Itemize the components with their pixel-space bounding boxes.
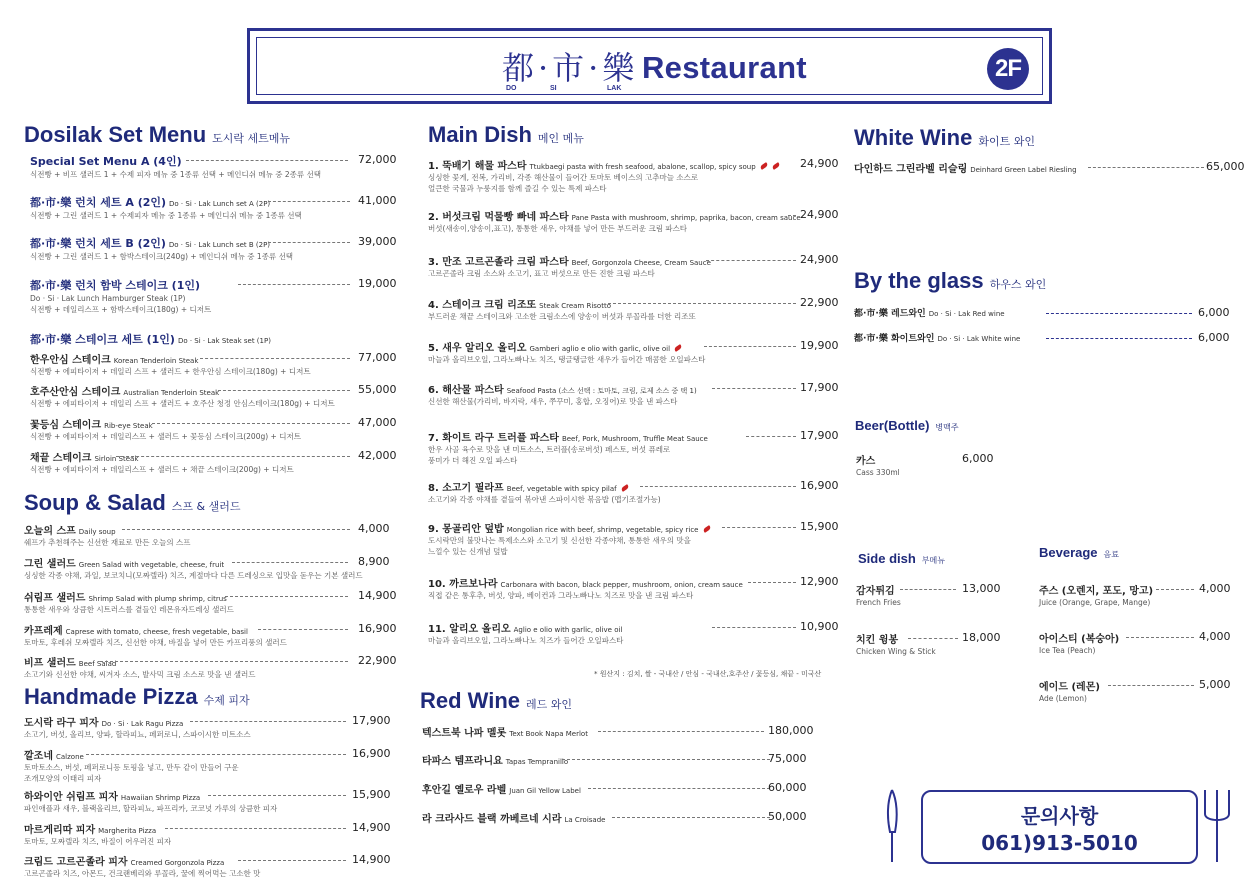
leader-dots bbox=[1156, 589, 1194, 590]
item-desc: 파인애플과 새우, 블랙올리브, 할라피뇨, 파프리카, 코코넛 가루의 상큼한 피자 bbox=[24, 804, 278, 813]
leader-dots bbox=[1088, 167, 1204, 168]
item-desc: Juice (Orange, Grape, Mange) bbox=[1039, 598, 1151, 607]
red-wine-title: Red Wine 레드 와인 bbox=[420, 688, 573, 713]
item-desc: 식전빵 + 그린 샐러드 1 + 수제피자 메뉴 중 1종류 + 메인디쉬 메뉴 중 1종류 선택 bbox=[30, 211, 302, 220]
item-name-text: 하와이안 쉬림프 피자 bbox=[24, 792, 118, 803]
menu-item bbox=[30, 416, 301, 442]
item-price: 47,000 bbox=[358, 416, 397, 429]
restaurant-header bbox=[247, 28, 1052, 104]
leader-dots bbox=[1046, 338, 1192, 339]
item-desc: 통통한 새우와 상큼한 시트러스를 곁들인 레몬유자드레싱 샐러드 bbox=[24, 605, 234, 614]
leader-dots bbox=[268, 201, 350, 202]
item-price: 24,900 bbox=[800, 157, 839, 170]
leader-dots bbox=[225, 596, 348, 597]
item-name bbox=[428, 429, 708, 444]
fork-icon bbox=[1200, 788, 1234, 864]
item-desc: 식전빵 + 에피타이저 + 데일리스프 + 샐러드 + 꽃등심 스테이크(200g) + 디저트 bbox=[30, 432, 301, 441]
item-price: 18,000 bbox=[962, 631, 1001, 644]
logo-sub-do: DO bbox=[506, 85, 517, 92]
leader-dots bbox=[122, 529, 350, 530]
logo-hanja: 都·市·樂 bbox=[502, 49, 639, 87]
chili-pepper-icon bbox=[674, 344, 683, 352]
leader-dots bbox=[712, 388, 796, 389]
item-name: 에이드 (레몬) bbox=[1039, 682, 1100, 693]
item-name bbox=[428, 157, 780, 172]
item-name-text: 都·市·樂 런치 세트 A (2인) bbox=[30, 196, 167, 209]
menu-item bbox=[428, 253, 711, 279]
item-price: 16,900 bbox=[800, 479, 839, 492]
menu-item bbox=[1039, 630, 1119, 656]
item-name-text: 오늘의 스프 bbox=[24, 526, 76, 537]
leader-dots bbox=[588, 788, 770, 789]
menu-item bbox=[24, 853, 260, 879]
menu-item bbox=[30, 277, 211, 315]
item-desc: French Fries bbox=[856, 598, 901, 607]
menu-item bbox=[24, 622, 287, 648]
item-name bbox=[854, 160, 1077, 175]
item-price: 12,900 bbox=[800, 575, 839, 588]
item-desc: Ade (Lemon) bbox=[1039, 694, 1087, 703]
menu-item bbox=[422, 810, 605, 825]
item-name-text: 그린 샐러드 bbox=[24, 559, 76, 570]
item-price: 15,900 bbox=[800, 520, 839, 533]
item-desc: Do · Si · Lak Lunch Hamburger Steak (1P) bbox=[30, 294, 186, 303]
menu-item bbox=[422, 752, 568, 767]
item-name bbox=[422, 752, 568, 767]
item-price: 10,900 bbox=[800, 620, 839, 633]
item-name-text: 4. 스테이크 크림 리조또 bbox=[428, 300, 537, 311]
item-desc: 토마토, 후레쉬 모짜렐라 치즈, 신선한 야채, 바질을 넣어 만든 카프리풍의 샐러드 bbox=[24, 638, 287, 647]
menu-item bbox=[428, 157, 780, 194]
menu-item bbox=[428, 296, 696, 322]
item-name-text: 都·市·樂 런치 세트 B (2인) bbox=[30, 237, 166, 250]
leader-dots bbox=[268, 242, 350, 243]
item-desc: 소고기와 신선한 야채, 씨겨자 소스, 발사믹 크림 소스로 맛을 낸 샐러드 bbox=[24, 670, 256, 679]
menu-item bbox=[24, 714, 251, 740]
item-price: 77,000 bbox=[358, 351, 397, 364]
item-name-en: Green Salad with vegetable, cheese, fruit bbox=[78, 561, 225, 569]
chili-pepper-icon bbox=[759, 162, 768, 170]
menu-item bbox=[30, 153, 321, 180]
item-name bbox=[30, 331, 271, 347]
item-name-en: Shrimp Salad with plump shrimp, citrus bbox=[88, 595, 227, 603]
menu-item bbox=[24, 654, 255, 680]
leader-dots bbox=[116, 456, 350, 457]
item-name-text: Special Set Menu A (4인) bbox=[30, 155, 182, 168]
item-desc: 식전빵 + 에피타이저 + 데일리 스프 + 샐러드 + 한우안심 스테이크(180g) + 디저트 bbox=[30, 367, 311, 376]
item-name-text: 5. 새우 알리오 올리오 bbox=[428, 343, 527, 354]
item-name-en: Calzone bbox=[55, 753, 84, 761]
item-price: 55,000 bbox=[358, 383, 397, 396]
item-name-en: Sirloin Steak bbox=[94, 455, 139, 463]
item-name-en: Ttukbaegi pasta with fresh seafood, abalone, scallop, spicy soup bbox=[529, 163, 756, 171]
item-name: 치킨 윙봉 bbox=[856, 635, 899, 646]
menu-item bbox=[856, 452, 900, 478]
menu-item bbox=[428, 575, 743, 601]
menu-item bbox=[30, 331, 271, 347]
leader-dots bbox=[1046, 313, 1192, 314]
item-desc: 토마토, 모짜렐라 치즈, 바질이 어우러진 피자 bbox=[24, 837, 172, 846]
item-name-text: 8. 소고기 필라프 bbox=[428, 483, 504, 494]
logo-sub-si: SI bbox=[550, 85, 557, 92]
leader-dots bbox=[218, 390, 350, 391]
white-wine-title: White Wine 화이트 와인 bbox=[854, 125, 1035, 150]
item-name-en: Carbonara with bacon, black pepper, mushroom, onion, cream sauce bbox=[500, 581, 743, 589]
leader-dots bbox=[258, 629, 348, 630]
leader-dots bbox=[232, 562, 348, 563]
item-name-en: Do · Si · Lak White wine bbox=[937, 335, 1021, 343]
leader-dots bbox=[640, 486, 796, 487]
item-name bbox=[422, 781, 581, 796]
menu-item bbox=[30, 449, 294, 475]
item-name-text: 7. 화이트 라구 트러플 파스타 bbox=[428, 433, 559, 444]
leader-dots bbox=[746, 436, 796, 437]
menu-item bbox=[428, 479, 661, 505]
item-name-text: 都·市·樂 화이트와인 bbox=[854, 334, 935, 344]
item-name-text: 도시락 라구 피자 bbox=[24, 718, 99, 729]
set-menu-title: Dosilak Set Menu 도시락 세트메뉴 bbox=[24, 122, 291, 147]
menu-item bbox=[854, 160, 1077, 175]
item-price: 24,900 bbox=[800, 253, 839, 266]
menu-item bbox=[854, 306, 1005, 319]
item-name bbox=[854, 306, 1005, 319]
floor-badge: 2F bbox=[987, 48, 1029, 90]
item-name-text: 마르게리따 피자 bbox=[24, 825, 96, 836]
item-name bbox=[428, 339, 705, 354]
side-title: Side dish 부메뉴 bbox=[858, 551, 945, 566]
item-desc: 식전빵 + 그린 샐러드 1 + 함박스테이크(240g) + 메인디쉬 메뉴 중 1종류 선택 bbox=[30, 252, 294, 261]
item-name-text: 都·市·樂 스테이크 세트 (1인) bbox=[30, 333, 175, 346]
item-desc: 식전빵 + 비프 샐러드 1 + 수제 피자 메뉴 중 1종류 선택 + 메인디쉬 메뉴 중 2종류 선택 bbox=[30, 170, 322, 179]
leader-dots bbox=[152, 423, 350, 424]
item-name-en: Caprese with tomato, cheese, fresh vegetable, basil bbox=[65, 628, 248, 636]
item-name-text: 10. 까르보나라 bbox=[428, 579, 498, 590]
item-price: 4,000 bbox=[1199, 582, 1231, 595]
item-name-text: 비프 샐러드 bbox=[24, 658, 76, 669]
item-desc: 소고기, 버섯, 올리브, 양파, 할라피뇨, 페퍼로니, 스파이시한 미트소스 bbox=[24, 730, 251, 739]
leader-dots bbox=[722, 527, 796, 528]
menu-item bbox=[24, 821, 171, 847]
chili-pepper-icon bbox=[771, 162, 780, 170]
item-name-en: Gamberi aglio e olio with garlic, olive oil bbox=[529, 345, 671, 353]
item-desc: Chicken Wing & Stick bbox=[856, 647, 936, 656]
item-price: 39,000 bbox=[358, 235, 397, 248]
item-name-en: Mongolian rice with beef, shrimp, vegetable, spicy rice bbox=[506, 526, 699, 534]
item-name-en: Text Book Napa Merlot bbox=[509, 730, 588, 738]
leader-dots bbox=[900, 589, 956, 590]
menu-item bbox=[422, 781, 581, 796]
item-name-text: 6. 해산물 파스타 bbox=[428, 385, 504, 396]
item-name bbox=[428, 208, 801, 223]
item-name bbox=[854, 331, 1020, 344]
item-desc-2: 느낄수 있는 신개념 덮밥 bbox=[428, 547, 508, 556]
menu-item bbox=[854, 331, 1020, 344]
item-price: 41,000 bbox=[358, 194, 397, 207]
item-name-text: 9. 몽골리안 덮밥 bbox=[428, 524, 504, 535]
leader-dots bbox=[748, 582, 796, 583]
item-price: 4,000 bbox=[1199, 630, 1231, 643]
item-desc: 신선한 해산물(가리비, 바지락, 새우, 쭈꾸미, 홍합, 오징어)로 맛을 낸 파스타 bbox=[428, 397, 678, 406]
item-desc: 직접 같은 통후추, 버섯, 양파, 베이컨과 그라노빠나노 치즈로 맛을 낸 크림 파스타 bbox=[428, 591, 694, 600]
item-name-en: Australian Tenderloin Steak bbox=[123, 389, 220, 397]
item-price: 50,000 bbox=[768, 810, 807, 823]
item-name bbox=[428, 479, 661, 494]
item-desc: 식전빵 + 에피타이저 + 데일리스프 + 샐러드 + 채끝 스테이크(200g) + 디저트 bbox=[30, 465, 294, 474]
item-name bbox=[422, 810, 605, 825]
item-desc: 싱싱한 꽃게, 전복, 가리비, 각종 해산물이 들어간 토마토 베이스의 고추마늘 소스로 bbox=[428, 173, 699, 182]
leader-dots bbox=[190, 721, 346, 722]
item-price: 13,000 bbox=[962, 582, 1001, 595]
item-desc: 버섯(새송이,양송이,표고), 통통한 새우, 야채를 넣어 만든 부드러운 크림 파스타 bbox=[428, 224, 688, 233]
item-name-en: Do · Si · Lak Red wine bbox=[928, 310, 1005, 318]
item-desc-2: 풍미가 더 해진 오일 파스타 bbox=[428, 456, 518, 465]
item-price: 16,900 bbox=[352, 747, 391, 760]
item-name-en: Pane Pasta with mushroom, shrimp, paprika, bacon, cream sauce bbox=[571, 214, 801, 222]
item-name-en: Korean Tenderloin Steak bbox=[113, 357, 199, 365]
item-price: 72,000 bbox=[358, 153, 397, 166]
leader-dots bbox=[562, 759, 770, 760]
item-price: 22,900 bbox=[358, 654, 397, 667]
item-name-en: Beef Salad bbox=[78, 660, 117, 668]
item-name-text: 호주산안심 스테이크 bbox=[30, 387, 121, 398]
contact-label: 문의사항 bbox=[1020, 804, 1099, 828]
item-name-text: 라 크라사드 블랙 까베르네 시라 bbox=[422, 814, 562, 825]
item-name-text: 후안길 옐로우 라벨 bbox=[422, 785, 507, 796]
item-name-en: Beef, Gorgonzola Cheese, Cream Sauce bbox=[571, 259, 711, 267]
item-price: 4,000 bbox=[358, 522, 390, 535]
item-name-en: Do · Si · Lak Lunch set B (2P) bbox=[168, 241, 271, 249]
leader-dots bbox=[100, 661, 348, 662]
leader-dots bbox=[598, 731, 764, 732]
item-name-en: Margherita Pizza bbox=[98, 827, 157, 835]
soup-salad-title: Soup & Salad 스프 & 샐러드 bbox=[24, 490, 241, 515]
knife-icon bbox=[884, 788, 906, 864]
item-price: 75,000 bbox=[768, 752, 807, 765]
leader-dots bbox=[200, 358, 350, 359]
item-price: 180,000 bbox=[768, 724, 814, 737]
item-price: 19,900 bbox=[800, 339, 839, 352]
item-price: 17,900 bbox=[800, 381, 839, 394]
item-name bbox=[428, 520, 711, 535]
item-name-en: Tapas Tempranillo bbox=[505, 758, 569, 766]
item-name-text: 깔조네 bbox=[24, 751, 53, 762]
item-desc-2: 조개모양의 이태리 피자 bbox=[24, 774, 102, 783]
menu-item bbox=[428, 520, 711, 557]
item-price: 6,000 bbox=[1198, 331, 1230, 344]
item-name-text: 3. 만조 고르곤졸라 크림 파스타 bbox=[428, 257, 569, 268]
item-name bbox=[24, 589, 234, 604]
menu-item bbox=[24, 555, 363, 581]
item-name-text: 한우안심 스테이크 bbox=[30, 355, 111, 366]
logo-restaurant: Restaurant bbox=[642, 50, 807, 85]
leader-dots bbox=[706, 260, 796, 261]
menu-item bbox=[30, 194, 302, 221]
item-price: 60,000 bbox=[768, 781, 807, 794]
item-name-en: Do · Si · Lak Steak set (1P) bbox=[177, 337, 271, 345]
item-name bbox=[422, 724, 588, 739]
item-price: 14,900 bbox=[358, 589, 397, 602]
item-price: 15,900 bbox=[352, 788, 391, 801]
item-price: 42,000 bbox=[358, 449, 397, 462]
item-name bbox=[30, 153, 321, 169]
item-name-en: Do · Si · Lak Lunch set A (2P) bbox=[169, 200, 271, 208]
beverage-title: Beverage 음료 bbox=[1039, 545, 1120, 560]
item-desc: 고르곤졸라 치즈, 아몬드, 건크랜베리와 루꼴라, 꿀에 찍어먹는 고소한 맛 bbox=[24, 869, 261, 878]
item-price: 19,000 bbox=[358, 277, 397, 290]
item-name: 아이스티 (복숭아) bbox=[1039, 634, 1120, 645]
menu-item bbox=[428, 429, 708, 466]
leader-dots bbox=[1126, 637, 1194, 638]
item-name-text: 都·市·樂 런치 함박 스테이크 (1인) bbox=[30, 279, 201, 292]
item-name bbox=[24, 821, 171, 836]
logo-sub-lak: LAK bbox=[607, 85, 622, 92]
item-name-text: 텍스트북 나파 멜롯 bbox=[422, 728, 507, 739]
item-name bbox=[24, 622, 287, 637]
item-name-text: 2. 버섯크림 먹물빵 빠네 파스타 bbox=[428, 212, 569, 223]
menu-item bbox=[428, 620, 623, 646]
item-name-text: 쉬림프 샐러드 bbox=[24, 593, 86, 604]
item-desc: 마늘과 올리브오일, 그라노빠나노 치즈, 탱글탱글한 새우가 들어간 매콤한 오일파스타 bbox=[428, 355, 706, 364]
item-name-en: Beef, vegetable with spicy pilaf bbox=[506, 485, 617, 493]
leader-dots bbox=[86, 754, 346, 755]
item-name-text: 11. 알리오 올리오 bbox=[428, 624, 511, 635]
item-name-en: Hawaiian Shrimp Pizza bbox=[120, 794, 201, 802]
item-name-en: La Croisade bbox=[564, 816, 606, 824]
item-price: 8,900 bbox=[358, 555, 390, 568]
chili-pepper-icon bbox=[702, 525, 711, 533]
item-price: 17,900 bbox=[352, 714, 391, 727]
item-price: 24,900 bbox=[800, 208, 839, 221]
item-name bbox=[428, 620, 623, 635]
leader-dots bbox=[704, 346, 796, 347]
leader-dots bbox=[208, 795, 346, 796]
item-name bbox=[30, 277, 211, 293]
item-desc: 한우 사골 육수로 맛을 낸 미트소스, 트러플(송로버섯) 페스토, 버섯 퓨레로 bbox=[428, 445, 671, 454]
leader-dots bbox=[165, 828, 346, 829]
item-name-en: Rib-eye Steak bbox=[104, 422, 153, 430]
item-name-text: 채끝 스테이크 bbox=[30, 453, 92, 464]
item-name bbox=[30, 235, 293, 251]
item-price: 22,900 bbox=[800, 296, 839, 309]
item-desc: 마늘과 올리브오일, 그라노빠나노 치즈가 들어간 오일파스타 bbox=[428, 636, 624, 645]
item-name bbox=[428, 381, 697, 396]
item-desc: 고르곤졸라 크림 소스와 소고기, 표고 버섯으로 만든 진한 크림 파스타 bbox=[428, 269, 655, 278]
leader-dots bbox=[788, 215, 796, 216]
leader-dots bbox=[608, 303, 796, 304]
item-name-en: Do · Si · Lak Ragu Pizza bbox=[101, 720, 184, 728]
item-name bbox=[428, 253, 711, 268]
leader-dots bbox=[908, 638, 958, 639]
menu-item bbox=[1039, 582, 1153, 608]
item-desc: 토마토소스, 버섯, 페퍼로니등 토핑을 넣고, 만두 같이 만들어 구운 bbox=[24, 763, 239, 772]
menu-item bbox=[428, 339, 705, 365]
item-name-text: 다인하드 그린라벨 리슬링 bbox=[854, 164, 968, 175]
item-desc: 소고기와 각종 야채를 곁들여 볶아낸 스파이시한 볶음밥 (맵기조절가능) bbox=[428, 495, 661, 504]
menu-item bbox=[24, 747, 239, 784]
origin-note: * 원산지 : 김치, 쌀 - 국내산 / 안심 - 국내산,호주산 / 꽃등심, 채끝 - 미국산 bbox=[594, 670, 822, 678]
menu-item bbox=[428, 208, 801, 234]
menu-item bbox=[856, 582, 901, 608]
item-price: 65,000 bbox=[1206, 160, 1245, 173]
menu-item bbox=[30, 235, 293, 262]
leader-dots bbox=[238, 284, 350, 285]
leader-dots bbox=[612, 817, 770, 818]
menu-item bbox=[30, 351, 311, 377]
item-desc: 식전빵 + 에피타이저 + 데일리 스프 + 샐러드 + 호주산 청정 안심스테이크(180g) + 디저트 bbox=[30, 399, 335, 408]
pizza-title: Handmade Pizza 수제 피자 bbox=[24, 684, 250, 709]
item-name-text: 都·市·樂 레드와인 bbox=[854, 309, 926, 319]
item-price: 14,900 bbox=[352, 821, 391, 834]
item-desc-2: 식전빵 + 데일리스프 + 함박스테이크(180g) + 디저트 bbox=[30, 305, 212, 314]
item-name-en: Daily soup bbox=[78, 528, 116, 536]
item-name-text: 타파스 템프라니요 bbox=[422, 756, 503, 767]
menu-item bbox=[422, 724, 588, 739]
leader-dots bbox=[186, 160, 348, 161]
by-glass-title: By the glass 하우스 와인 bbox=[854, 268, 1047, 293]
item-desc: 쉐프가 추천해주는 신선한 재료로 만든 오늘의 스프 bbox=[24, 538, 191, 547]
item-price: 6,000 bbox=[962, 452, 994, 465]
leader-dots bbox=[238, 860, 346, 861]
item-name-en: Seafood Pasta (소스 선택 : 토마토, 크림, 로제 소스 중 택 1) bbox=[506, 387, 697, 395]
item-name-en: Aglio e olio with garlic, olive oil bbox=[513, 626, 623, 634]
menu-item bbox=[428, 381, 697, 407]
item-desc: Ice Tea (Peach) bbox=[1039, 646, 1096, 655]
contact-phone: 061)913-5010 bbox=[981, 831, 1138, 855]
beer-title: Beer(Bottle) 병맥주 bbox=[855, 418, 959, 433]
main-dish-title: Main Dish 메인 메뉴 bbox=[428, 122, 584, 147]
item-desc: 부드러운 채끝 스테이크와 고소한 크림소스에 양송이 버섯과 루꼴라를 더한 리조또 bbox=[428, 312, 696, 321]
contact-box bbox=[921, 790, 1198, 864]
item-price: 14,900 bbox=[352, 853, 391, 866]
item-name-text: 꽃등심 스테이크 bbox=[30, 420, 102, 431]
item-desc: 싱싱한 각종 야채, 과일, 보코치니(모짜렐라) 치즈, 계절마다 다른 드레싱으로 입맛을 돋우는 기본 샐러드 bbox=[24, 571, 363, 580]
item-name-en: Beef, Pork, Mushroom, Truffle Meat Sauce bbox=[561, 435, 708, 443]
item-name: 주스 (오렌지, 포도, 망고) bbox=[1039, 586, 1154, 597]
item-name bbox=[30, 194, 302, 210]
item-name-en: Creamed Gorgonzola Pizza bbox=[130, 859, 225, 867]
item-name bbox=[24, 853, 260, 868]
item-desc: 도시락만의 불맛나는 특제소스와 소고기 및 신선한 각종야채, 통통한 새우의 맛을 bbox=[428, 536, 691, 545]
menu-item bbox=[24, 589, 234, 615]
menu-item bbox=[30, 383, 335, 409]
item-name-text: 1. 뚝배기 해물 파스타 bbox=[428, 161, 527, 172]
item-name bbox=[428, 575, 743, 590]
menu-item bbox=[856, 631, 936, 657]
leader-dots bbox=[712, 627, 796, 628]
item-desc: Cass 330ml bbox=[856, 468, 900, 477]
item-price: 5,000 bbox=[1199, 678, 1231, 691]
item-name-en: Deinhard Green Label Riesling bbox=[970, 166, 1077, 174]
item-desc-2: 얼큰한 국물과 누룽지를 함께 즐길 수 있는 특제 파스타 bbox=[428, 184, 607, 193]
item-price: 17,900 bbox=[800, 429, 839, 442]
leader-dots bbox=[1108, 685, 1194, 686]
item-name-text: 크림드 고르곤졸라 피자 bbox=[24, 857, 128, 868]
item-price: 16,900 bbox=[358, 622, 397, 635]
chili-pepper-icon bbox=[620, 484, 629, 492]
item-name-text: 카프레제 bbox=[24, 626, 63, 637]
menu-item bbox=[24, 788, 277, 814]
item-name: 감자튀김 bbox=[856, 586, 895, 597]
menu-item bbox=[24, 522, 190, 548]
item-name: 카스 bbox=[856, 456, 876, 467]
item-name-en: Juan Gil Yellow Label bbox=[509, 787, 581, 795]
menu-item bbox=[1039, 678, 1100, 704]
item-name-en: Steak Cream Risotto bbox=[539, 302, 611, 310]
item-price: 6,000 bbox=[1198, 306, 1230, 319]
